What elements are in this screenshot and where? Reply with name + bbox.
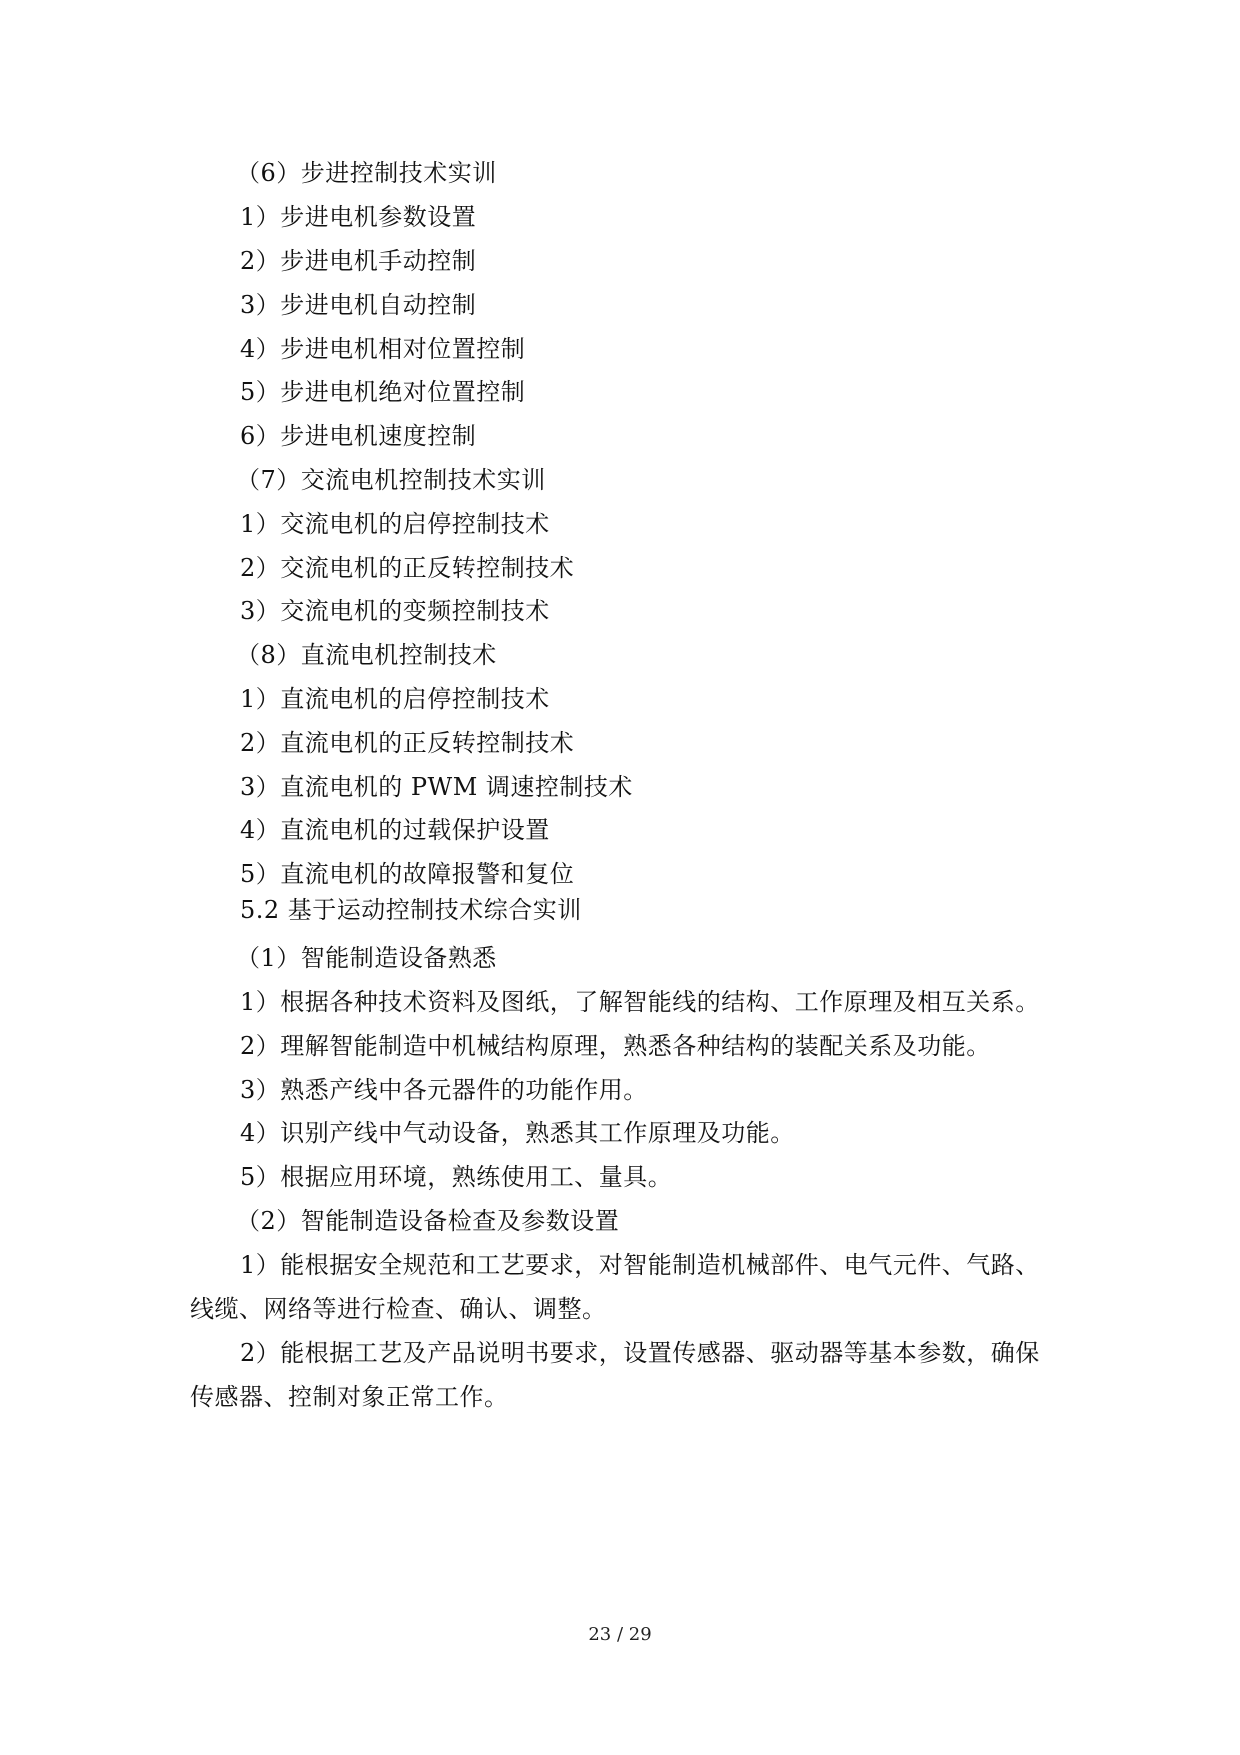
subheading-ac-motor-training: （7）交流电机控制技术实训 (236, 466, 546, 494)
list-item: 3）熟悉产线中各元器件的功能作用。 (240, 1076, 648, 1104)
list-item: 6）步进电机速度控制 (240, 422, 477, 450)
list-item: 4）直流电机的过载保护设置 (240, 816, 550, 844)
list-item: 2）步进电机手动控制 (240, 247, 477, 275)
list-item: 5）步进电机绝对位置控制 (240, 378, 526, 406)
list-item: 1）根据各种技术资料及图纸，了解智能线的结构、工作原理及相互关系。 (240, 988, 1040, 1016)
subheading-dc-motor-control: （8）直流电机控制技术 (236, 641, 497, 669)
list-item: 3）步进电机自动控制 (240, 291, 477, 319)
list-item: 4）识别产线中气动设备，熟悉其工作原理及功能。 (240, 1119, 795, 1147)
list-item: 3）交流电机的变频控制技术 (240, 597, 550, 625)
list-item: 1）交流电机的启停控制技术 (240, 510, 550, 538)
list-item: 1）直流电机的启停控制技术 (240, 685, 550, 713)
paragraph-continuation: 传感器、控制对象正常工作。 (190, 1383, 509, 1411)
paragraph-continuation: 线缆、网络等进行检查、确认、调整。 (190, 1295, 607, 1323)
subheading-equipment-familiarization: （1）智能制造设备熟悉 (236, 944, 497, 972)
list-item: 5）直流电机的故障报警和复位 (240, 860, 575, 888)
subheading-stepper-training: （6）步进控制技术实训 (236, 159, 497, 187)
list-item: 2）理解智能制造中机械结构原理，熟悉各种结构的装配关系及功能。 (240, 1032, 991, 1060)
paragraph-line: 2）能根据工艺及产品说明书要求，设置传感器、驱动器等基本参数，确保 (240, 1339, 1040, 1367)
list-item: 4）步进电机相对位置控制 (240, 335, 526, 363)
list-item: 1）步进电机参数设置 (240, 203, 477, 231)
list-item: 3）直流电机的 PWM 调速控制技术 (240, 773, 633, 801)
list-item: 2）直流电机的正反转控制技术 (240, 729, 575, 757)
page-number: 23 / 29 (588, 1624, 652, 1645)
subheading-inspection-and-settings: （2）智能制造设备检查及参数设置 (236, 1207, 620, 1235)
list-item: 2）交流电机的正反转控制技术 (240, 554, 575, 582)
list-item: 5）根据应用环境，熟练使用工、量具。 (240, 1163, 673, 1191)
section-heading-5-2: 5.2 基于运动控制技术综合实训 (240, 896, 582, 924)
paragraph-line: 1）能根据安全规范和工艺要求，对智能制造机械部件、电气元件、气路、 (240, 1251, 1040, 1279)
